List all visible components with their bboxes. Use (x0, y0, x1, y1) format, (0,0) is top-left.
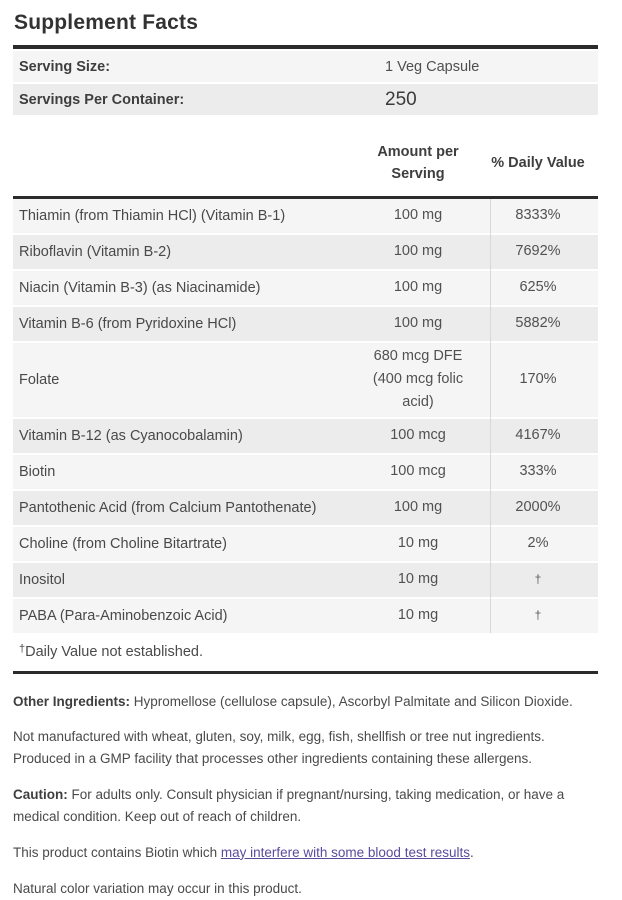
top-rule (13, 45, 598, 49)
allergen-paragraph: Not manufactured with wheat, gluten, soy, milk, egg, fish, shellfish or tree nut ingredients. Produced in a GMP facility that processes other ingredients containing these allergens. (13, 729, 545, 767)
nutrient-name: Inositol (19, 571, 65, 588)
nutrient-daily-value: 2% (527, 534, 549, 551)
daily-value-footnote (13, 635, 598, 671)
table-row (13, 455, 598, 489)
nutrient-daily-value: 170% (519, 371, 557, 388)
nutrient-amount: 680 mcg DFE (400 mcg folic acid) (372, 347, 464, 411)
serving-size-row (13, 51, 598, 82)
table-row (13, 199, 598, 233)
nutrient-daily-value: 4167% (515, 426, 561, 443)
biotin-paragraph (13, 842, 598, 864)
footnote-text: Daily Value not established. (25, 643, 203, 660)
column-divider (490, 199, 491, 633)
nutrient-name: Biotin (19, 463, 56, 480)
nutrient-name: PABA (Para-Aminobenzoic Acid) (19, 607, 228, 624)
table-row (13, 307, 598, 341)
table-row (13, 491, 598, 525)
nutrient-daily-value: 8333% (515, 207, 561, 224)
nutrient-name: Choline (from Choline Bitartrate) (19, 535, 227, 552)
nutrient-name: Vitamin B-12 (as Cyanocobalamin) (19, 427, 243, 444)
nutrient-daily-value: † (534, 571, 542, 586)
nutrient-name: Thiamin (from Thiamin HCl) (Vitamin B-1) (19, 207, 286, 224)
nutrient-amount: 10 mg (397, 570, 439, 587)
nutrient-amount: 100 mg (393, 315, 443, 332)
blood-test-results-link[interactable]: may interfere with some blood test results (220, 844, 470, 860)
nutrient-daily-value: 625% (519, 279, 557, 296)
nutrient-amount: 100 mg (393, 498, 443, 515)
nutrient-name: Riboflavin (Vitamin B-2) (19, 243, 172, 260)
table-row (13, 599, 598, 633)
table-column-header (13, 115, 598, 196)
table-row (13, 527, 598, 561)
other-ingredients-label: Other Ingredients: (13, 693, 131, 709)
biotin-suffix: . (469, 844, 474, 860)
nutrient-daily-value: † (534, 607, 542, 622)
nutrient-name: Pantothenic Acid (from Calcium Pantothenate) (19, 499, 317, 516)
other-ingredients-paragraph (13, 691, 598, 713)
color-variation-paragraph: Natural color variation may occur in this product. (13, 880, 302, 896)
nutrient-amount: 100 mcg (390, 426, 446, 443)
servings-per-container-row (13, 84, 598, 115)
nutrient-daily-value: 5882% (515, 315, 561, 332)
nutrient-daily-value: 333% (519, 462, 557, 479)
table-row (13, 343, 598, 417)
biotin-prefix: This product contains Biotin which (13, 844, 221, 860)
table-row (13, 271, 598, 305)
dagger-symbol: † (19, 642, 26, 655)
nutrient-amount: 100 mg (393, 207, 443, 224)
caution-paragraph (13, 784, 598, 828)
page-title: Supplement Facts (14, 11, 199, 34)
nutrient-name: Niacin (Vitamin B-3) (as Niacinamide) (19, 279, 261, 296)
nutrient-rows (13, 199, 598, 633)
table-row (13, 235, 598, 269)
nutrient-daily-value: 7692% (515, 243, 561, 260)
caution-text: For adults only. Consult physician if pregnant/nursing, taking medication, or have a medical condition. Keep out of reach of children. (13, 787, 565, 824)
servings-per-container-label: Servings Per Container: (19, 91, 185, 108)
nutrient-amount: 100 mg (393, 279, 443, 296)
table-row (13, 563, 598, 597)
nutrient-name: Vitamin B-6 (from Pyridoxine HCl) (19, 315, 237, 332)
nutrient-amount: 100 mcg (390, 462, 446, 479)
nutrient-amount: 10 mg (397, 606, 439, 623)
column-header-daily-value: % Daily Value (491, 155, 585, 172)
nutrient-daily-value: 2000% (515, 498, 561, 515)
notes-section (13, 674, 598, 900)
other-ingredients-text: Hypromellose (cellulose capsule), Ascorbyl Palmitate and Silicon Dioxide. (130, 693, 573, 709)
servings-per-container-value: 250 (385, 88, 417, 110)
nutrient-name: Folate (19, 371, 60, 388)
nutrient-amount: 10 mg (397, 534, 439, 551)
caution-label: Caution: (13, 787, 68, 803)
table-row (13, 419, 598, 453)
nutrient-amount: 100 mg (393, 243, 443, 260)
serving-size-label: Serving Size: (19, 58, 111, 75)
serving-size-value: 1 Veg Capsule (385, 58, 480, 75)
column-header-amount: Amount per Serving (377, 144, 459, 183)
